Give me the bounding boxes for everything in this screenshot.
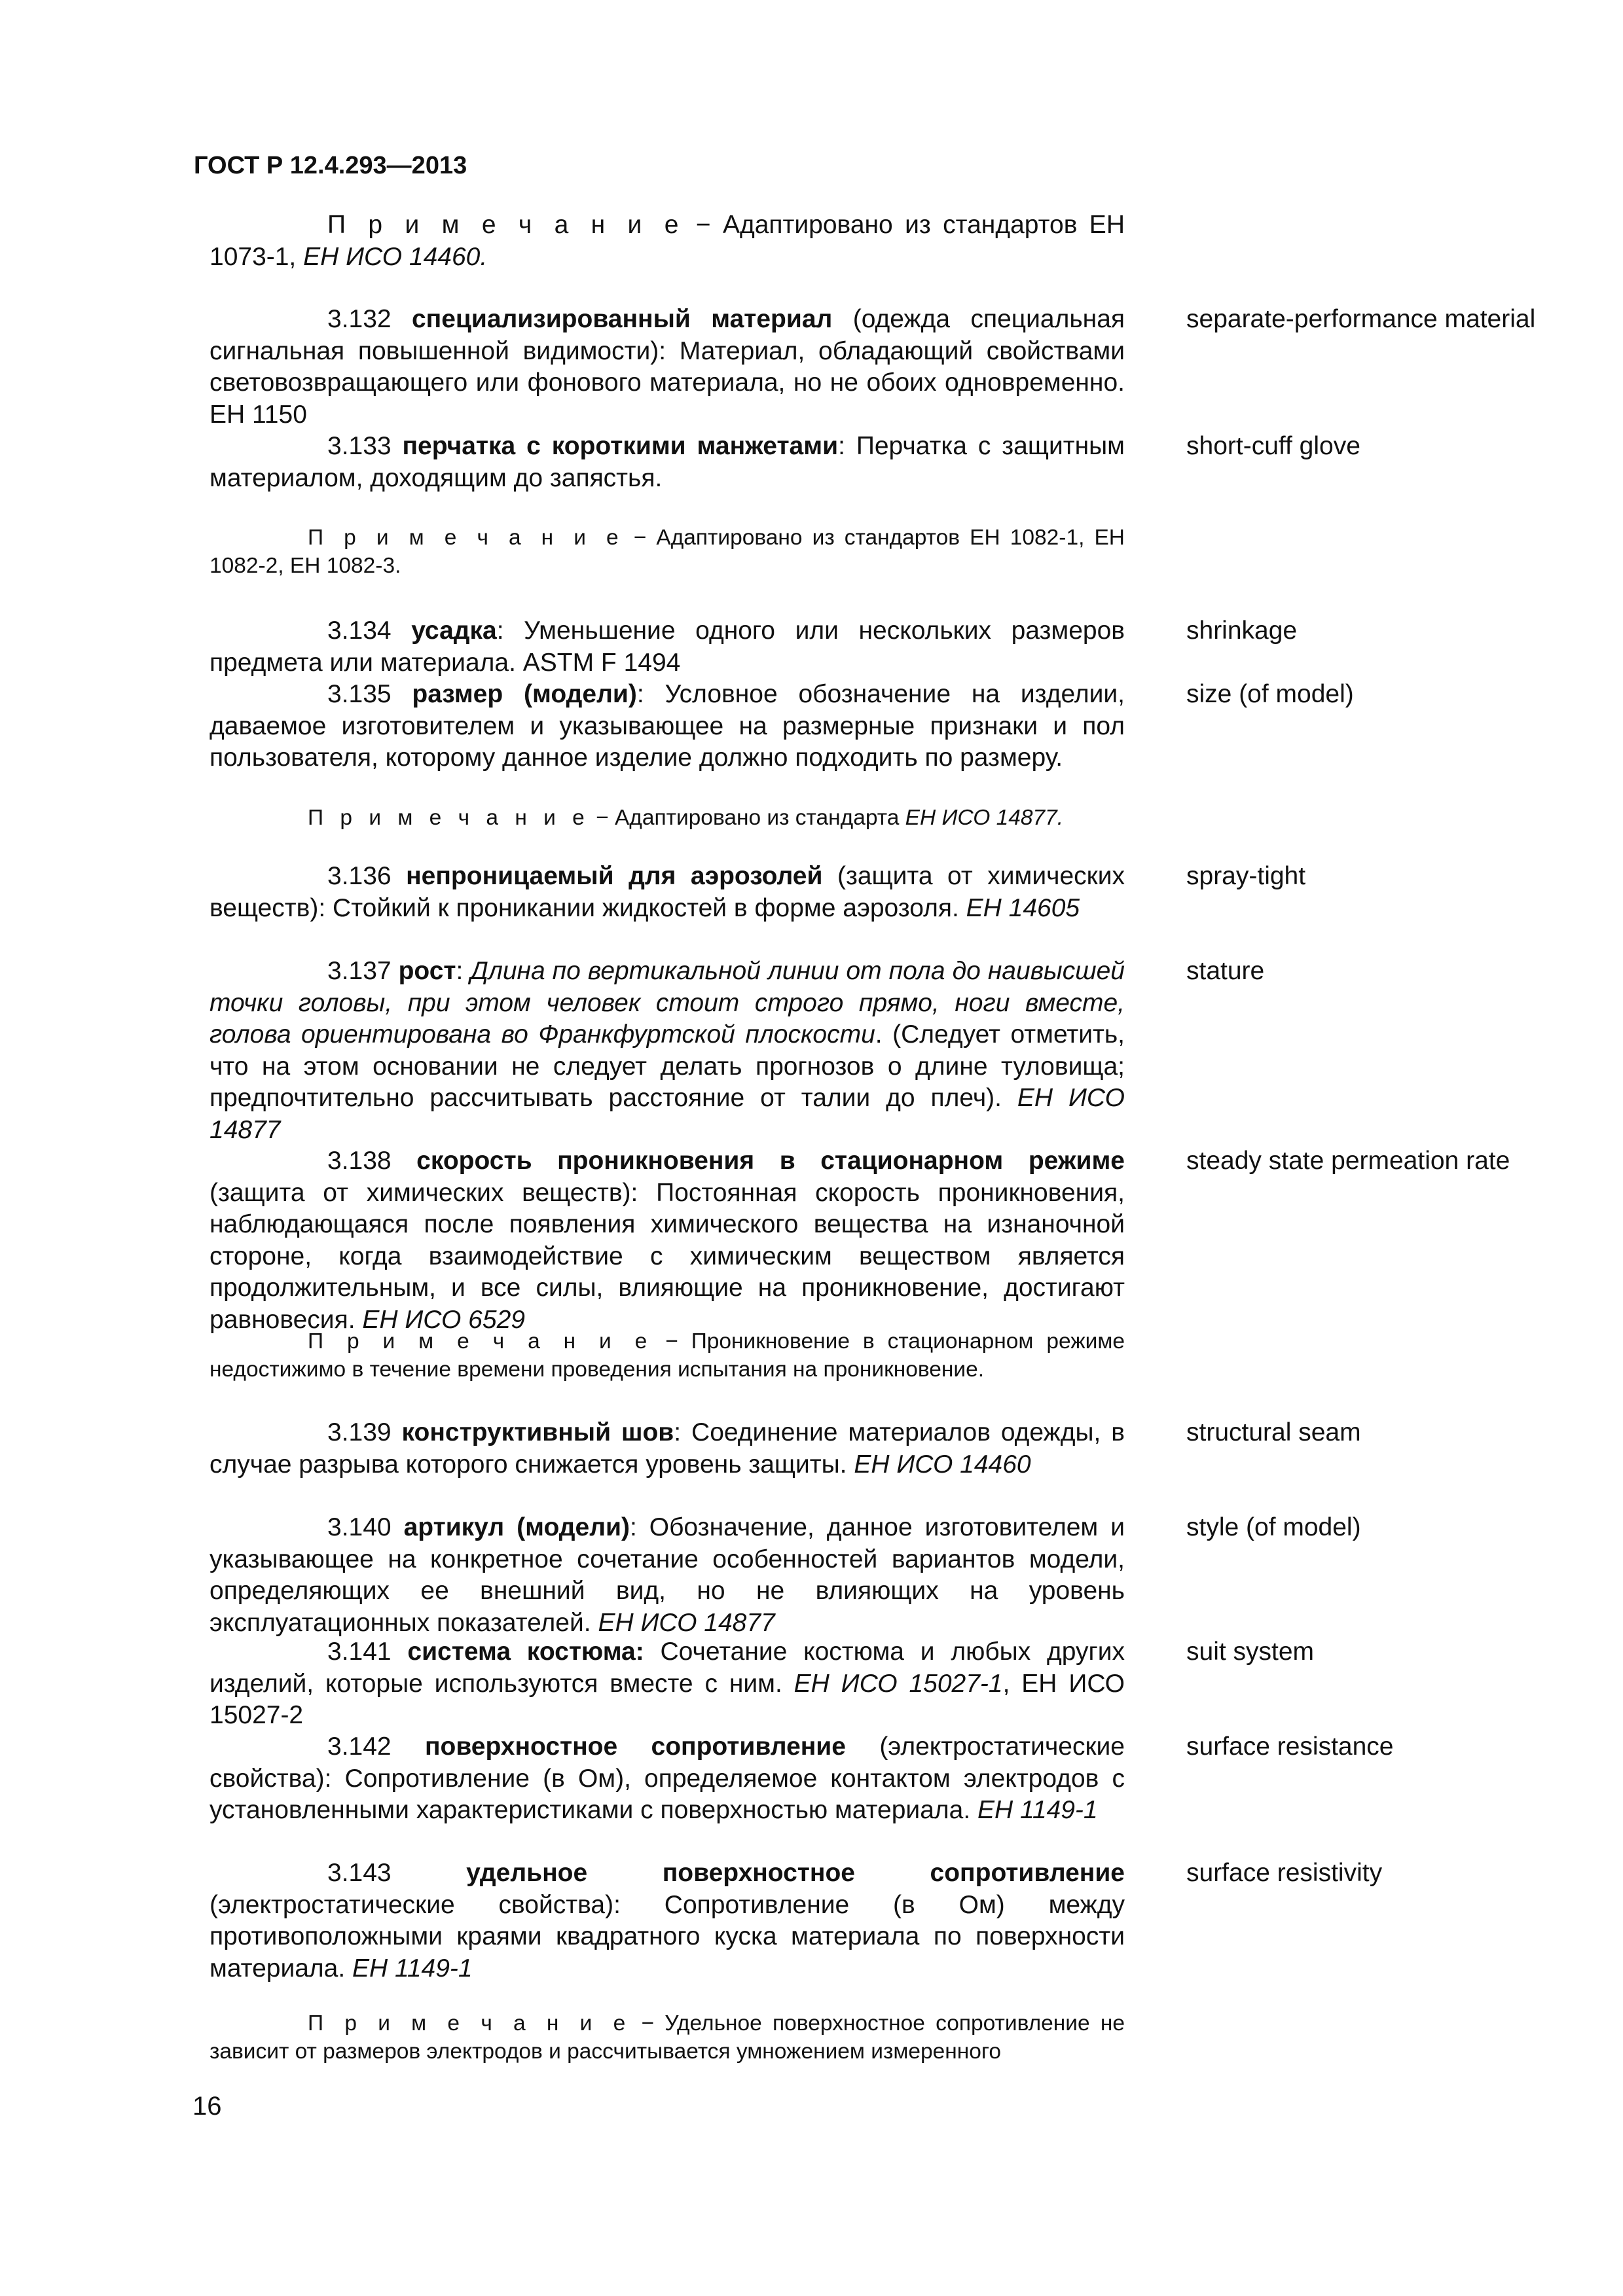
term-definition: (защита от химических веществ): Постоянная скорость проникновения, наблюдающаяся после появления химического вещества на изнаночной стороне, когда взаимодействие с химическим веществом является продолжительным, и все силы, влияющие на проникновение, достигают равновесия. [210, 1178, 1125, 1334]
note-label: П р и м е ч а н и е [308, 1329, 653, 1354]
term-ref: ЕН 1149-1 [352, 1954, 473, 1982]
term-number: 3.138 [327, 1147, 417, 1175]
term-title: поверхностное сопротивление [424, 1732, 846, 1761]
term-definition: : [456, 957, 471, 985]
document-header: ГОСТ Р 12.4.293—2013 [194, 152, 467, 179]
term-ref: ЕН 14605 [966, 893, 1080, 922]
note-text: − Адаптировано из стандартов ЕН 1073-1, [210, 211, 1125, 271]
note-3-138 [210, 1327, 1125, 1384]
term-entry-3-133 [210, 431, 1125, 494]
term-english: steady state permeation rate [1186, 1147, 1510, 1175]
term-number: 3.137 [327, 957, 399, 985]
term-english: surface resistance [1186, 1732, 1394, 1761]
term-title: рост [398, 957, 456, 985]
term-ref: ЕН ИСО 6529 [362, 1305, 525, 1334]
term-title: удельное поверхностное сопротивление [466, 1859, 1125, 1887]
term-ref: ЕН 1149-1 [977, 1796, 1098, 1824]
term-title: усадка [411, 617, 497, 645]
note-0 [210, 209, 1125, 273]
term-definition: (электростатические свойства): Сопротивление (в Ом), определяемое контактом электродов с установленными характеристиками с поверхностью материала. [210, 1732, 1125, 1824]
note-ref: ЕН ИСО 14877. [905, 806, 1064, 830]
term-definition: : Соединение материалов одежды, в случае разрыва которого снижается уровень защиты. [210, 1418, 1125, 1479]
term-definition: : Обозначение, данное изготовителем и указывающее на конкретное сочетание особенностей вариантов модели, определяющих ее внешний вид, но не влияющих на уровень эксплуатационных показателей. [210, 1513, 1125, 1637]
term-english: suit system [1186, 1638, 1315, 1666]
term-number: 3.133 [327, 432, 403, 460]
term-entry-3-136 [210, 861, 1125, 924]
note-label: П р и м е ч а н и е [327, 211, 684, 239]
term-english: stature [1186, 957, 1265, 985]
term-ref: ЕН ИСО 14877 [598, 1608, 775, 1637]
note-ref: ЕН ИСО 14460. [303, 242, 488, 271]
term-number: 3.140 [327, 1513, 404, 1541]
note-3-135 [210, 804, 1125, 832]
term-number: 3.139 [327, 1418, 402, 1446]
term-title: система костюма: [407, 1638, 644, 1666]
term-definition-cont: , ЕН ИСО 15027-2 [210, 1669, 1125, 1729]
term-definition: Сочетание костюма и любых других изделий, которые используются вместе с ним. [210, 1638, 1125, 1698]
term-english: style (of model) [1186, 1513, 1361, 1541]
term-title: артикул (модели) [403, 1513, 630, 1541]
term-title: непроницаемый для аэрозолей [406, 862, 823, 890]
term-entry-3-141 [210, 1636, 1125, 1732]
term-number: 3.135 [327, 680, 412, 708]
term-english: short-cuff glove [1186, 432, 1360, 460]
term-definition: (электростатические свойства): Сопротивление (в Ом) между противоположными краями квадратного куска материала по поверхности материала. [210, 1890, 1125, 1982]
term-entry-3-140 [210, 1512, 1125, 1639]
term-number: 3.142 [327, 1732, 425, 1761]
term-entry-3-135 [210, 679, 1125, 774]
page-number: 16 [192, 2092, 222, 2121]
term-definition-italic: Длина по вертикальной линии от пола до наивысшей точки головы, при этом человек стоит строго прямо, ноги вместе, голова ориентирована во Франкфуртской плоскости [210, 957, 1125, 1049]
term-english: size (of model) [1186, 680, 1354, 708]
note-text: − Адаптировано из стандартов ЕН 1082-1, ЕН 1082-2, ЕН 1082-3. [210, 526, 1125, 578]
term-entry-3-137 [210, 956, 1125, 1146]
note-label: П р и м е ч а н и е [308, 526, 624, 550]
term-english: structural seam [1186, 1418, 1361, 1446]
term-title: специализированный материал [411, 305, 833, 333]
term-definition: (одежда специальная сигнальная повышенной видимости): Материал, обладающий свойствами световозвращающего или фонового материала, но не обоих одновременно. ЕН 1150 [210, 305, 1125, 429]
note-label: П р и м е ч а н и е [308, 2011, 631, 2036]
term-entry-3-143 [210, 1857, 1125, 1984]
note-text: − Проникновение в стационарном режиме недостижимо в течение времени проведения испытания на проникновение. [210, 1329, 1125, 1382]
term-title: размер (модели) [412, 680, 637, 708]
term-number: 3.132 [327, 305, 412, 333]
term-definition-cont: . (Следует отметить, что на этом основании не следует делать прогнозов о длине туловища; предпочтительно рассчитывать расстояние от талии до плеч). [210, 1020, 1125, 1112]
term-entry-3-139 [210, 1417, 1125, 1480]
term-number: 3.141 [327, 1638, 408, 1666]
term-definition: : Уменьшение одного или нескольких размеров предмета или материала. ASTM F 1494 [210, 617, 1125, 677]
term-title: перчатка с короткими манжетами [402, 432, 839, 460]
note-3-133 [210, 524, 1125, 580]
term-number: 3.134 [327, 617, 412, 645]
term-ref: ЕН ИСО 14460 [854, 1450, 1031, 1479]
note-text: − Адаптировано из стандарта [589, 806, 905, 830]
term-number: 3.136 [327, 862, 407, 890]
note-text: − Удельное поверхностное сопротивление не зависит от размеров электродов и рассчитывается умножением измеренного [210, 2011, 1125, 2064]
term-entry-3-142 [210, 1731, 1125, 1827]
term-title: скорость проникновения в стационарном режиме [416, 1147, 1125, 1175]
term-title: конструктивный шов [401, 1418, 674, 1446]
term-entry-3-132 [210, 304, 1125, 431]
term-definition: (защита от химических веществ): Стойкий к проникании жидкостей в форме аэрозоля. [210, 862, 1125, 922]
term-ref: ЕН ИСО 14877 [210, 1084, 1125, 1144]
term-english: spray-tight [1186, 862, 1306, 890]
term-english: separate-performance material [1186, 305, 1536, 333]
term-entry-3-134 [210, 615, 1125, 679]
note-label: П р и м е ч а н и е [308, 806, 590, 830]
term-definition: : Перчатка с защитным материалом, доходящим до запястья. [210, 432, 1125, 492]
term-english: surface resistivity [1186, 1859, 1383, 1887]
term-entry-3-138 [210, 1145, 1125, 1336]
term-english: shrinkage [1186, 617, 1298, 645]
term-ref: ЕН ИСО 15027-1 [793, 1669, 1003, 1698]
note-3-143 [210, 2009, 1125, 2066]
term-definition: : Условное обозначение на изделии, даваемое изготовителем и указывающее на размерные признаки и пол пользователя, которому данное изделие должно подходить по размеру. [210, 680, 1125, 772]
term-number: 3.143 [327, 1859, 467, 1887]
